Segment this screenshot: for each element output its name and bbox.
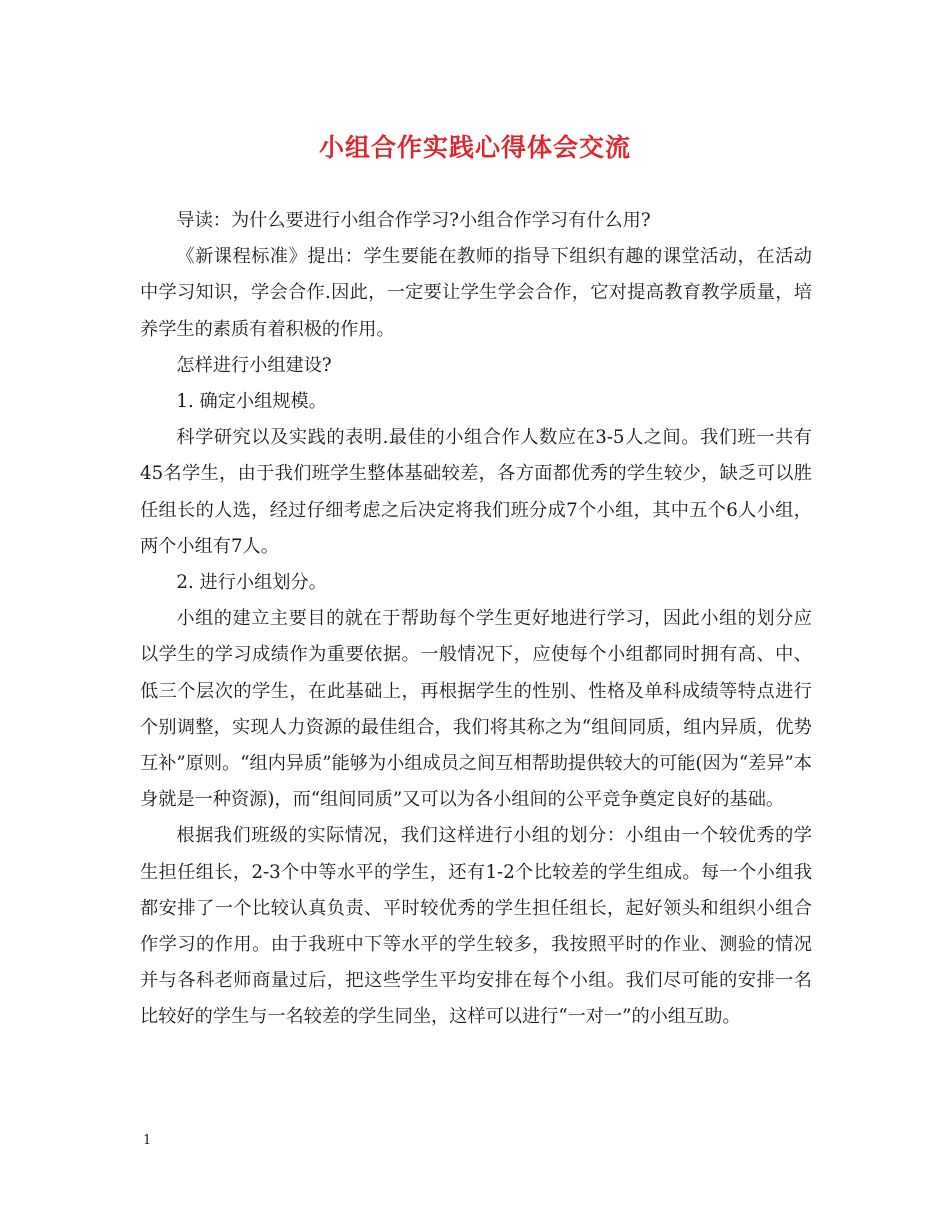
page-number: 1 — [143, 1133, 152, 1148]
document-title: 小组合作实践心得体会交流 — [318, 133, 631, 162]
paragraph-group-division: 小组的建立主要目的就在于帮助每个学生更好地进行学习，因此小组的划分应以学生的学习成绩作为重要依据。一般情况下，应使每个小组都同时拥有高、中、低三个层次的学生，在此基础上，再根据学生的性别、性格及单科成绩等特点进行个别调整，实现人力资源的最佳组合，我们将其称之为“组间同质，组内异质，优势互补”原则。“组内异质”能够为小组成员之间互相帮助提供较大的可能(因为“差异”本身就是一种资源)，而“组间同质”又可以为各小组间的公平竞争奠定良好的基础。 — [140, 608, 812, 811]
heading-group-size: 1. 确定小组规模。 — [176, 391, 327, 413]
paragraph-intro: 导读：为什么要进行小组合作学习?小组合作学习有什么用? — [176, 210, 651, 231]
paragraph-standard: 《新课程标准》提出：学生要能在教师的指导下组织有趣的课堂活动，在活动中学习知识，学会合作.因此，一定要让学生学会合作，它对提高教育教学质量，培养学生的素质有着积极的作用。 — [140, 246, 812, 340]
paragraph-class-arrangement: 根据我们班级的实际情况，我们这样进行小组的划分：小组由一个较优秀的学生担任组长，2-3个中等水平的学生，还有1-2个比较差的学生组成。每一个小组我都安排了一个比较认真负责、平时较优秀的学生担任组长，起好领头和组织小组合作学习的作用。由于我班中下等水平的学生较多，我按照平时的作业、测验的情况并与各科老师商量过后，把这些学生平均安排在每个小组。我们尽可能的安排一名比较好的学生与一名较差的学生同坐，这样可以进行“一对一”的小组互助。 — [140, 825, 812, 1028]
document-body — [140, 203, 812, 1036]
paragraph-question: 怎样进行小组建设? — [176, 354, 332, 376]
paragraph-group-size: 科学研究以及实践的表明.最佳的小组合作人数应在3-5人之间。我们班一共有45名学生，由于我们班学生整体基础较差，各方面都优秀的学生较少，缺乏可以胜任组长的人选，经过仔细考虑之后决定将我们班分成7个小组，其中五个6人小组，两个小组有7人。 — [140, 427, 812, 557]
heading-group-division: 2. 进行小组划分。 — [176, 572, 327, 594]
